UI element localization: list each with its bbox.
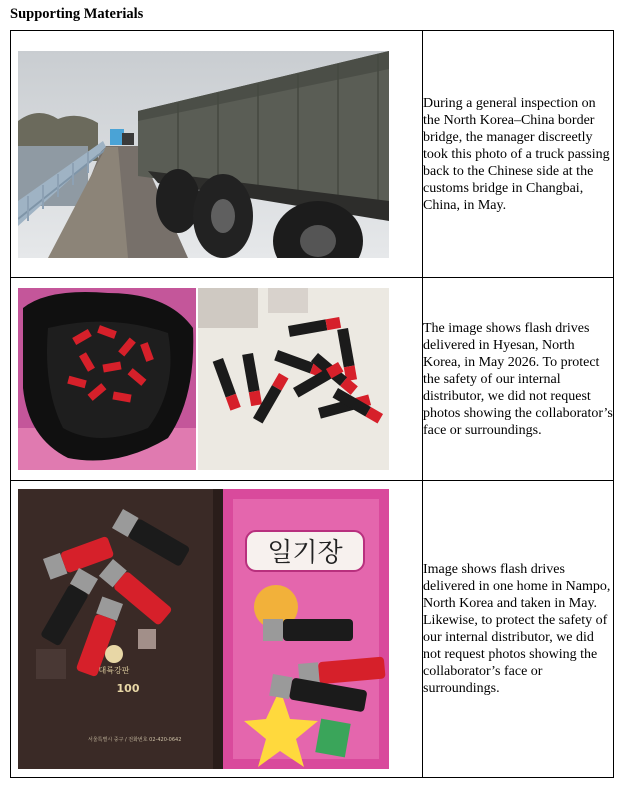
caption-cell: The image shows flash drives delivered in Hyesan, North Korea, in May 2026. To protect the safety of our internal distributor, we did not request photos showing the collaborator’s face or surroundings.: [423, 278, 614, 481]
supporting-materials-table: [10, 30, 614, 778]
image-cell: [11, 278, 423, 481]
table-row: [11, 481, 614, 778]
section-heading: Supporting Materials: [10, 6, 144, 22]
truck-photo: [18, 51, 389, 258]
flash-drives-bag-photo: [18, 288, 389, 470]
notebook-label: 대륙강판: [98, 666, 130, 675]
diary-title: 일기장: [267, 538, 343, 568]
table-row: [11, 278, 614, 481]
table-row: [11, 31, 614, 278]
notebook-info: 서울특별시 중구 / 전화번호 02-420-0642: [88, 737, 182, 743]
image-cell: [11, 31, 423, 278]
caption-cell: Image shows flash drives delivered in one home in Nampo, North Korea and taken in May. Likewise, to protect the safety of our internal distributor, we did not request photos showing the collaborator’s face or surroundings.: [423, 481, 614, 778]
notebook-count: 100: [116, 682, 140, 695]
caption-cell: During a general inspection on the North Korea–China border bridge, the manager discreetly took this photo of a truck passing back to the Chinese side at the customs bridge in Changbai, China, in May.: [423, 31, 614, 278]
image-cell: [11, 481, 423, 778]
flash-drives-diary-photo: [18, 489, 389, 769]
